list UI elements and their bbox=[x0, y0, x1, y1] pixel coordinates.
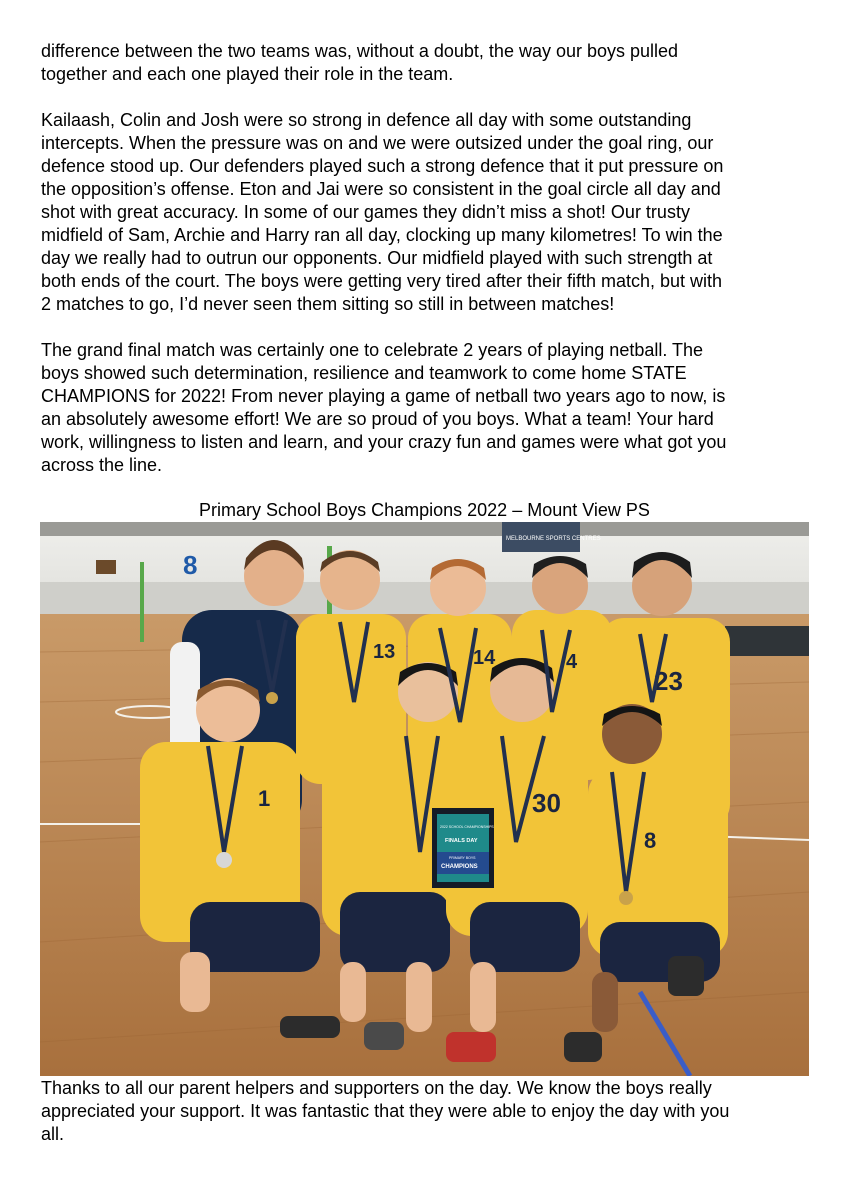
team-photo bbox=[40, 522, 809, 1076]
text-line: defence stood up. Our defenders played such a strong defence that it put pressure on bbox=[41, 156, 724, 176]
text-line: shot with great accuracy. In some of our games they didn’t miss a shot! Our trusty bbox=[41, 202, 690, 222]
jersey-number: 4 bbox=[566, 651, 578, 673]
paragraph-2 bbox=[41, 109, 811, 316]
text-line: the opposition’s offense. Eton and Jai were so consistent in the goal circle all day and bbox=[41, 179, 721, 199]
text-line: Thanks to all our parent helpers and supporters on the day. We know the boys really bbox=[41, 1078, 712, 1098]
paragraph-4 bbox=[41, 1077, 811, 1146]
wall-panel bbox=[40, 582, 809, 616]
text-line: intercepts. When the pressure was on and we were outsized under the goal ring, our bbox=[41, 133, 714, 153]
text-line: midfield of Sam, Archie and Harry ran all day, clocking up many kilometres! To win the bbox=[41, 225, 723, 245]
wall-number: 8 bbox=[183, 550, 198, 580]
jersey-number: 8 bbox=[644, 828, 657, 853]
jersey-number: 30 bbox=[532, 788, 561, 818]
ceiling-strip bbox=[40, 522, 809, 536]
text-line: all. bbox=[41, 1124, 65, 1144]
text-line: across the line. bbox=[41, 455, 163, 475]
paragraph-1 bbox=[41, 40, 811, 86]
text-line: difference between the two teams was, without a doubt, the way our boys pulled bbox=[41, 41, 679, 61]
champions-plaque bbox=[432, 808, 494, 888]
jersey-number: 14 bbox=[473, 647, 496, 669]
plaque-line-1: 2022 SCHOOL CHAMPIONSHIPS bbox=[440, 825, 494, 829]
photo-caption: Primary School Boys Champions 2022 – Mount View PS bbox=[199, 500, 650, 520]
jersey-number: 1 bbox=[258, 786, 271, 811]
text-line: appreciated your support. It was fantastic that they were able to enjoy the day with you bbox=[41, 1101, 730, 1121]
plaque-line-2: FINALS DAY bbox=[445, 838, 478, 844]
text-line: work, willingness to listen and learn, and your crazy fun and games were what got you bbox=[41, 432, 727, 452]
text-line: boys showed such determination, resilience and teamwork to come home STATE bbox=[41, 363, 687, 383]
text-line: an absolutely awesome effort! We are so proud of you boys. What a team! Your hard bbox=[41, 409, 714, 429]
text-line: CHAMPIONS for 2022! From never playing a game of netball two years ago to now, is bbox=[41, 386, 726, 406]
text-line: Kailaash, Colin and Josh were so strong in defence all day with some outstanding bbox=[41, 110, 692, 130]
paragraph-3 bbox=[41, 339, 811, 477]
text-line: day we really had to outrun our opponents. Our midfield played with such strength at bbox=[41, 248, 713, 268]
plaque-line-3: PRIMARY BOYS bbox=[449, 856, 476, 860]
text-line: together and each one played their role in the team. bbox=[41, 64, 454, 84]
jersey-number: 23 bbox=[654, 666, 683, 696]
text-line: both ends of the court. The boys were getting very tired after their fifth match, but with bbox=[41, 271, 723, 291]
banner-text: MELBOURNE SPORTS CENTRES bbox=[506, 536, 601, 542]
text-line: 2 matches to go, I’d never seen them sitting so still in between matches! bbox=[41, 294, 615, 314]
text-line: The grand final match was certainly one to celebrate 2 years of playing netball. The bbox=[41, 340, 704, 360]
plaque-line-4: CHAMPIONS bbox=[441, 864, 478, 870]
jersey-number: 13 bbox=[373, 641, 396, 663]
